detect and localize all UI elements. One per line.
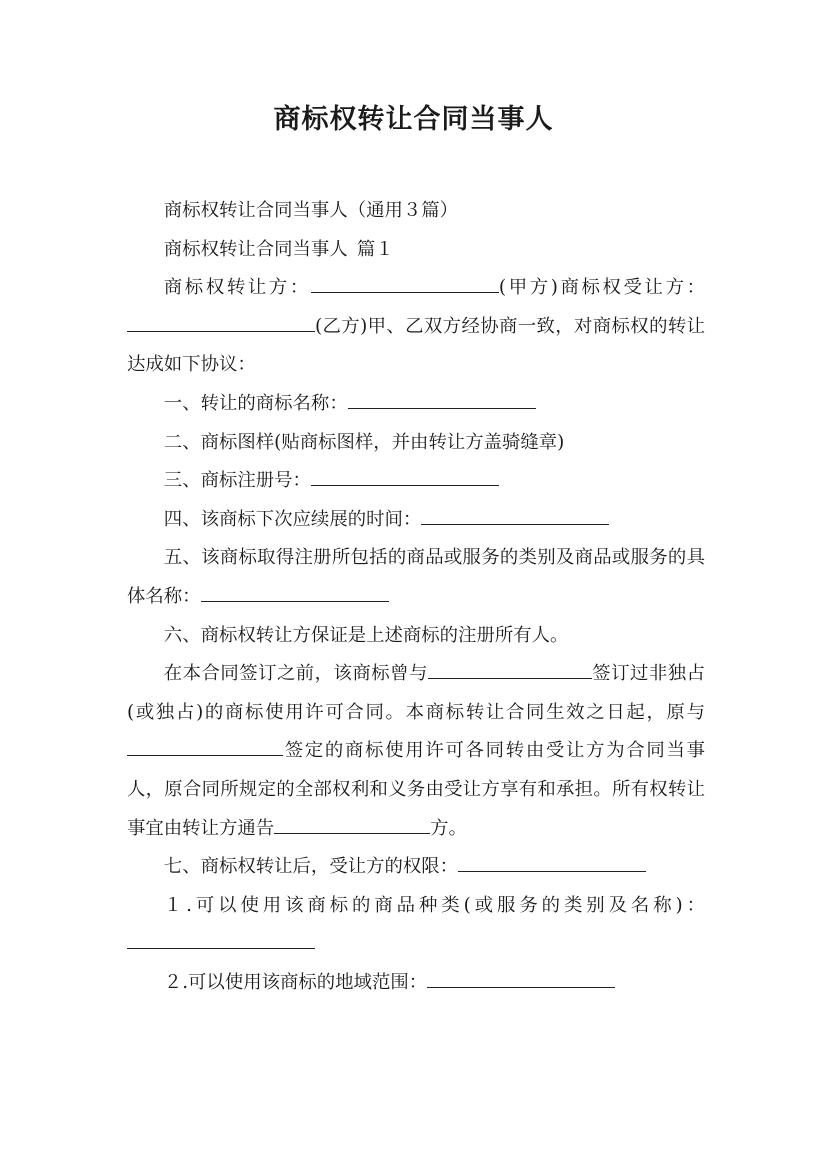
license-paragraph <box>127 655 705 848</box>
sub-clause-1 <box>127 887 705 964</box>
clause-5-text: 五、该商标取得注册所包括的商品或服务的类别及商品或服务的具体名称： <box>127 547 705 607</box>
sub-clause-1-text: １.可以使用该商标的商品种类(或服务的类别及名称)： <box>163 894 705 916</box>
parties-text-1: 商标权转让方： <box>163 277 311 299</box>
clause-4 <box>127 501 705 540</box>
intro-paragraph: 商标权转让合同当事人（通用３篇） <box>163 200 459 221</box>
license-text-1: 在本合同签订之前，该商标曾与 <box>163 663 428 685</box>
blank-line <box>127 311 315 331</box>
blank-line <box>428 659 592 679</box>
sub-clause-2 <box>127 964 705 1003</box>
license-text-4: 方。 <box>430 817 467 839</box>
blank-line <box>311 466 499 486</box>
sub-clause-2-text: ２.可以使用该商标的地域范围： <box>163 971 428 993</box>
blank-line <box>311 273 499 293</box>
clause-3-text: 三、商标注册号： <box>163 470 311 492</box>
clause-1 <box>127 385 705 424</box>
blank-line <box>458 852 646 872</box>
parties-paragraph <box>127 269 705 385</box>
clause-7 <box>127 848 705 887</box>
blank-line <box>201 582 389 602</box>
section-heading <box>127 231 705 270</box>
clause-7-text: 七、商标权转让后，受让方的权限： <box>163 856 459 878</box>
license-text-3: 签定的商标使用许可各同转由受让方为合同当事人，原合同所规定的全部权利和义务由受让方享有和承担。所有权转让事宜由转让方通告 <box>127 740 705 839</box>
clause-2: 二、商标图样(贴商标图样，并由转让方盖骑缝章) <box>163 431 565 453</box>
clause-6: 六、商标权转让方保证是上述商标的注册所有人。 <box>163 624 569 646</box>
parties-text-3: (乙方)甲、乙双方经协商一致，对商标权的转让达成如下协议： <box>127 315 705 376</box>
document-body <box>127 192 705 1002</box>
clause-5 <box>127 539 705 616</box>
blank-line <box>127 929 315 949</box>
blank-line <box>421 504 609 524</box>
document-title: 商标权转让合同当事人 <box>273 104 554 135</box>
blank-line <box>127 736 283 756</box>
blank-line <box>274 813 430 833</box>
clause-3 <box>127 462 705 501</box>
blank-line <box>348 389 536 409</box>
section-number: 篇１ <box>356 238 394 260</box>
blank-line <box>427 968 615 988</box>
clause-4-text: 四、该商标下次应续展的时间： <box>163 508 422 530</box>
license-text-2: 签订过非独占(或独占)的商标使用许可合同。本商标转让合同生效之日起，原与 <box>127 663 705 723</box>
section-heading-text: 商标权转让合同当事人 <box>163 238 348 260</box>
clause-1-text: 一、转让的商标名称： <box>163 392 348 414</box>
parties-text-2: (甲方)商标权受让方： <box>498 277 705 299</box>
